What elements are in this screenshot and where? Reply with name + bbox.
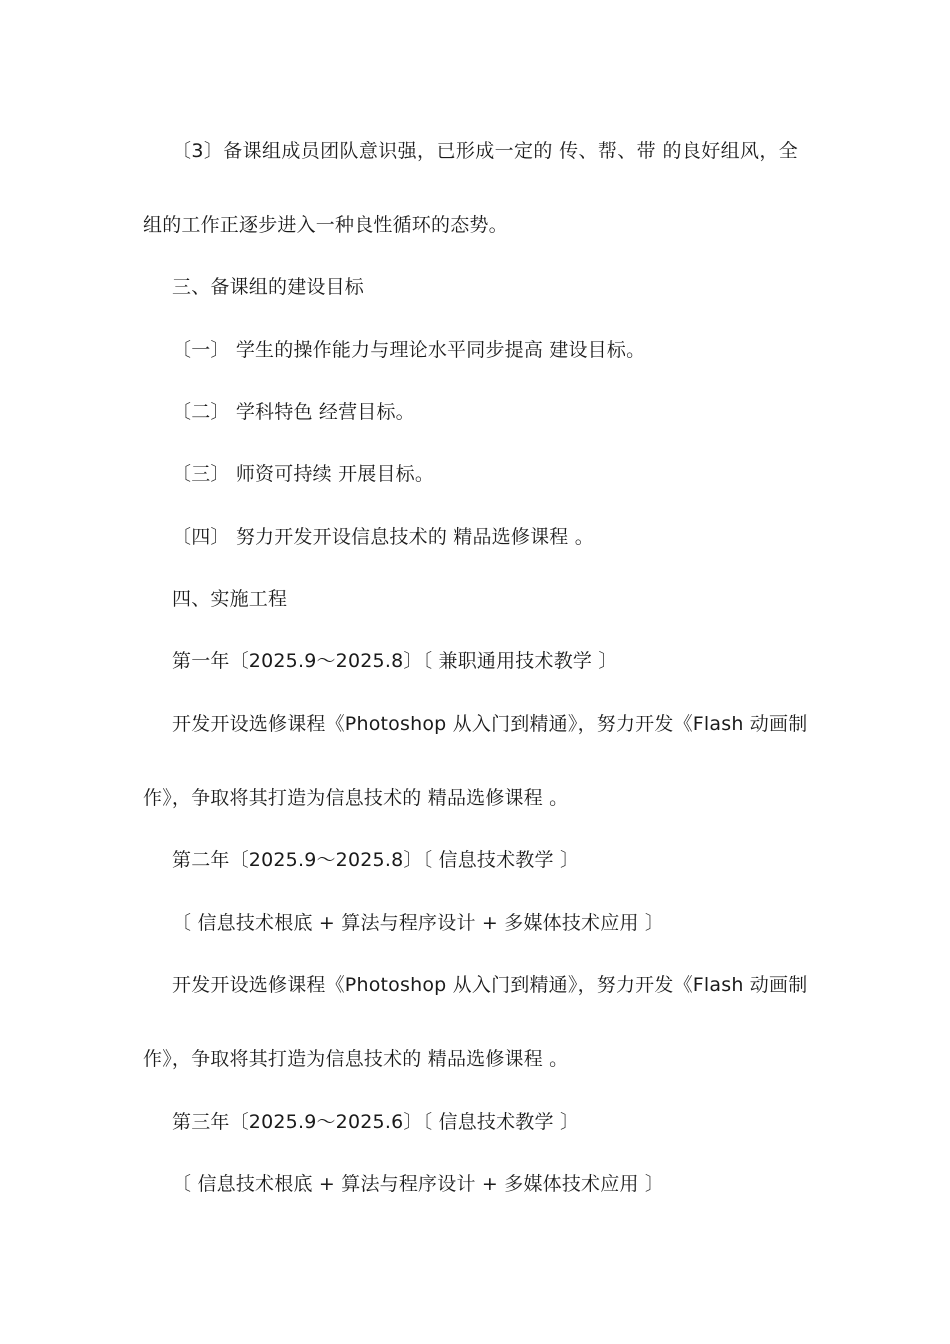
paragraph-line: 作》，争取将其打造为信息技术的 精品选修课程 。 — [143, 1048, 569, 1070]
list-item: 〔四〕 努力开发开设信息技术的 精品选修课程 。 — [172, 526, 594, 548]
section-heading: 三、备课组的建设目标 — [172, 276, 365, 298]
paragraph-line: 第一年〔2025.9～2025.8〕〔 兼职通用技术教学 〕 — [172, 650, 618, 672]
section-heading: 四、实施工程 — [172, 588, 288, 610]
paragraph-line: 〔 信息技术根底 + 算法与程序设计 + 多媒体技术应用 〕 — [172, 1173, 665, 1195]
paragraph-line: 组的工作正逐步进入一种良性循环的态势。 — [143, 214, 508, 236]
paragraph-line: 第三年〔2025.9～2025.6〕〔 信息技术教学 〕 — [172, 1111, 580, 1133]
paragraph-line: 作》，争取将其打造为信息技术的 精品选修课程 。 — [143, 787, 569, 809]
paragraph-line: 开发开设选修课程《Photoshop 从入门到精通》，努力开发《Flash 动画制 — [172, 974, 808, 996]
list-item: 〔三〕 师资可持续 开展目标。 — [172, 463, 435, 485]
paragraph-line: 〔 信息技术根底 + 算法与程序设计 + 多媒体技术应用 〕 — [172, 912, 665, 934]
paragraph-line: 开发开设选修课程《Photoshop 从入门到精通》，努力开发《Flash 动画制 — [172, 713, 808, 735]
paragraph-line: 〔3〕备课组成员团队意识强，已形成一定的 传、帮、带 的良好组风，全 — [172, 140, 798, 162]
list-item: 〔二〕 学科特色 经营目标。 — [172, 401, 415, 423]
paragraph-line: 第二年〔2025.9～2025.8〕〔 信息技术教学 〕 — [172, 849, 580, 871]
list-item: 〔一〕 学生的操作能力与理论水平同步提高 建设目标。 — [172, 339, 646, 361]
